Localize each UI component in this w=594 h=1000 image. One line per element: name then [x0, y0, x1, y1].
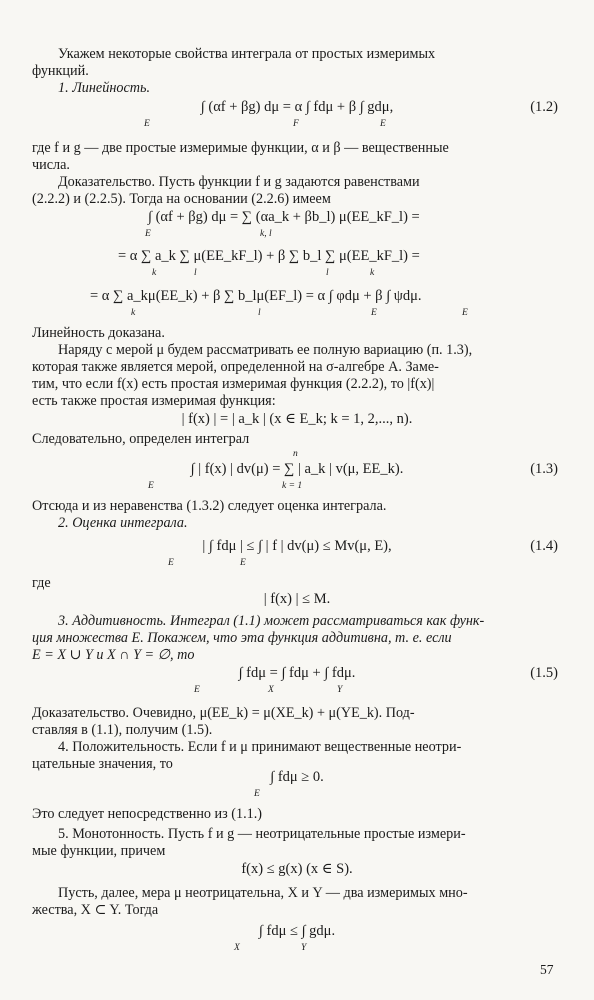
integral-limit: Y	[337, 685, 343, 695]
integral-limit: E	[371, 308, 377, 318]
section-heading-positivity: 4. Положительность. Если f и μ принимают вещественные неотри-	[58, 739, 462, 755]
equation-body: = α ∑ a_k ∑ μ(EE_kF_l) + β ∑ b_l ∑ μ(EE_kF_l) =	[118, 248, 420, 264]
equation-1-3	[0, 460, 594, 478]
sum-index: l	[194, 268, 197, 278]
integral-limit: E	[254, 789, 260, 799]
equation-body: ∫ (αf + βg) dμ = α ∫ fdμ + β ∫ gdμ,	[200, 99, 394, 115]
text-line: Линейность доказана.	[32, 325, 165, 341]
sum-index: l	[258, 308, 261, 318]
text-line: Доказательство. Пусть функции f и g задаются равенствами	[58, 174, 420, 190]
text-line: Укажем некоторые свойства интеграла от простых измеримых	[58, 46, 436, 62]
text-line: которая также является мерой, определенной на σ-алгебре A. Заме-	[32, 359, 439, 375]
sum-index: k	[131, 308, 136, 318]
integral-limit: X	[268, 685, 274, 695]
sum-index: k, l	[260, 229, 272, 239]
equation-inequality	[0, 860, 594, 878]
equation-body: ∫ fdμ ≥ 0.	[270, 769, 324, 785]
integral-limit: E	[145, 229, 151, 239]
text-line: Пусть, далее, мера μ неотрицательна, X и Y — два измеримых мно-	[58, 885, 468, 901]
equation-number: (1.2)	[530, 99, 558, 115]
equation-body: = α ∑ a_kμ(EE_k) + β ∑ b_lμ(EF_l) = α ∫ φdμ + β ∫ ψdμ.	[90, 288, 422, 304]
equation-body: ∫ | f(x) | dv(μ) = ∑ | a_k | v(μ, EE_k).	[190, 461, 404, 477]
sum-index: k = 1	[282, 481, 303, 491]
equation-body: | f(x) | ≤ M.	[263, 591, 331, 607]
sum-index: k	[152, 268, 157, 278]
equation-body: | f(x) | = | a_k | (x ∈ E_k; k = 1, 2,..., n).	[181, 411, 413, 427]
equation-body: | ∫ fdμ | ≤ ∫ | f | dv(μ) ≤ Mv(μ, E),	[202, 538, 392, 554]
sum-index: l	[326, 268, 329, 278]
equation-number: (1.5)	[530, 665, 558, 681]
integral-limit: E	[194, 685, 200, 695]
text-line: где	[32, 575, 51, 591]
section-heading-linearity: 1. Линейность.	[58, 80, 150, 96]
integral-limit: E	[168, 558, 174, 568]
equation-1-4	[0, 537, 594, 555]
equation-body: f(x) ≤ g(x) (x ∈ S).	[241, 861, 353, 877]
text-line: ставляя в (1.1), получим (1.5).	[32, 722, 213, 738]
integral-limit: X	[234, 943, 240, 953]
text-line: жества, X ⊂ Y. Тогда	[32, 902, 159, 918]
integral-limit: Y	[301, 943, 307, 953]
text-line: есть также простая измеримая функция:	[32, 393, 276, 409]
sum-index: k	[370, 268, 375, 278]
text-line: Следовательно, определен интеграл	[32, 431, 250, 447]
integral-limit: F	[293, 119, 299, 129]
page-number: 57	[540, 962, 554, 977]
equation-derivation-3	[90, 287, 570, 305]
integral-limit: E	[462, 308, 468, 318]
equation-abs-value	[0, 410, 594, 428]
equation-body: ∫ (αf + βg) dμ = ∑ (αa_k + βb_l) μ(EE_kF_l) =	[148, 209, 420, 225]
equation-derivation-1	[148, 208, 568, 226]
equation-bound	[0, 590, 594, 608]
sum-upper-limit: n	[293, 449, 298, 459]
text-line: цательные значения, то	[32, 756, 173, 772]
text-line: мые функции, причем	[32, 843, 166, 859]
integral-limit: E	[148, 481, 154, 491]
text-line: E = X ∪ Y и X ∩ Y = ∅, то	[32, 647, 195, 663]
equation-body: ∫ fdμ = ∫ fdμ + ∫ fdμ.	[238, 665, 356, 681]
text-line: (2.2.2) и (2.2.5). Тогда на основании (2.2.6) имеем	[32, 191, 331, 207]
text-line: где f и g — две простые измеримые функции, α и β — вещественные	[32, 140, 449, 156]
integral-limit: E	[144, 119, 150, 129]
integral-limit: E	[240, 558, 246, 568]
text-line: Это следует непосредственно из (1.1.)	[32, 806, 263, 822]
equation-number: (1.4)	[530, 538, 558, 554]
section-heading-additivity: 3. Аддитивность. Интеграл (1.1) может рассматриваться как функ-	[58, 613, 485, 629]
section-heading-monotonicity: 5. Монотонность. Пусть f и g — неотрицательные простые измери-	[58, 826, 466, 842]
equation-number: (1.3)	[530, 461, 558, 477]
text-line: Отсюда и из неравенства (1.3.2) следует оценка интеграла.	[32, 498, 387, 514]
section-heading-estimate: 2. Оценка интеграла.	[58, 515, 188, 531]
text-line: числа.	[32, 157, 70, 173]
equation-derivation-2	[118, 247, 568, 265]
equation-body: ∫ fdμ ≤ ∫ gdμ.	[258, 923, 336, 939]
text-line: функций.	[32, 63, 89, 79]
integral-limit: E	[380, 119, 386, 129]
equation-positivity	[0, 768, 594, 786]
text-line: Наряду с мерой μ будем рассматривать ее полную вариацию (п. 1.3),	[58, 342, 473, 358]
text-line: ция множества E. Покажем, что эта функция аддитивна, т. е. если	[32, 630, 452, 646]
text-line: Доказательство. Очевидно, μ(EE_k) = μ(XE_k) + μ(YE_k). Под-	[32, 705, 415, 721]
equation-1-5	[0, 664, 594, 682]
equation-monotonicity	[0, 922, 594, 940]
equation-1-2	[0, 98, 594, 116]
text-line: тим, что если f(x) есть простая измеримая функция (2.2.2), то |f(x)|	[32, 376, 435, 392]
